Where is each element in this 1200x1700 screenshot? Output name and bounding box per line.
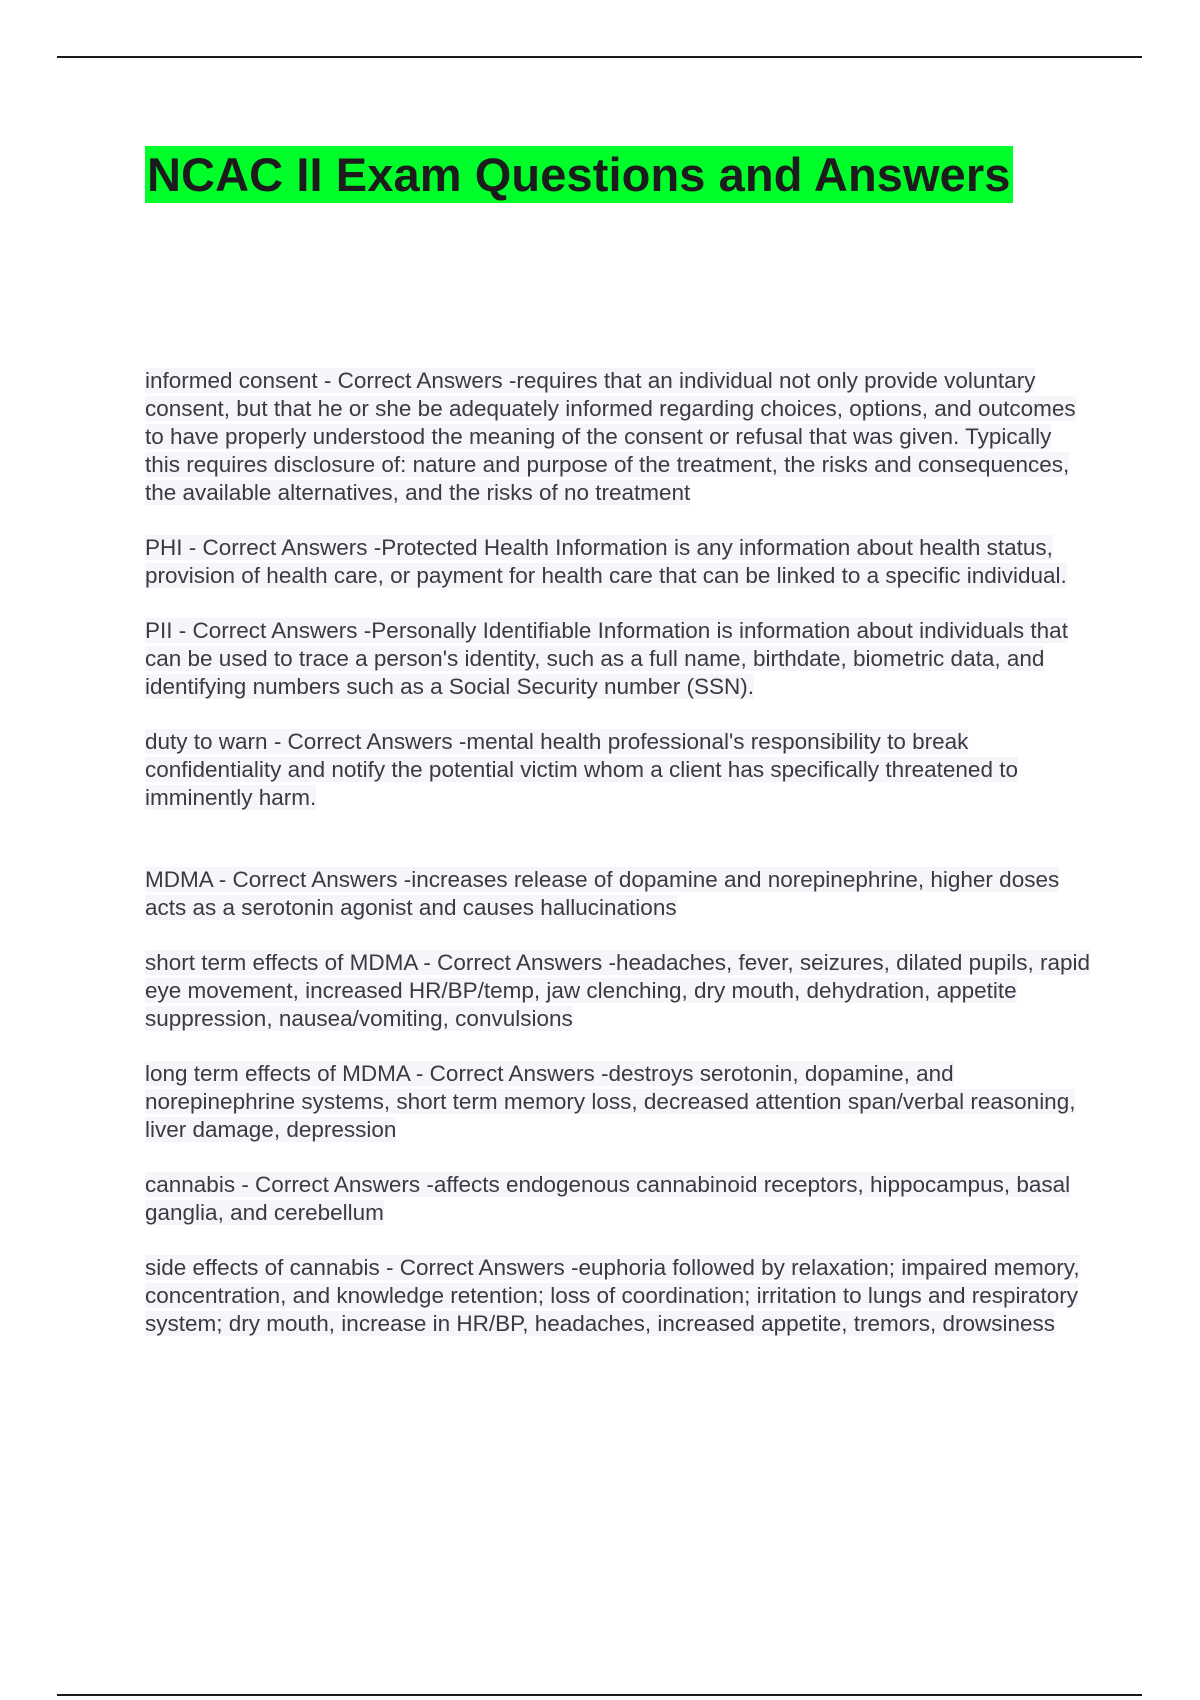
qa-list — [145, 367, 1090, 1365]
qa-entry — [145, 367, 1090, 507]
header-rule — [57, 56, 1142, 58]
qa-entry — [145, 1060, 1090, 1144]
qa-entry-text: long term effects of MDMA - Correct Answers -destroys serotonin, dopamine, and norepinephrine systems, short term memory loss, decreased attention span/verbal reasoning, liver damage, depression — [145, 1061, 1076, 1142]
qa-entry-text: side effects of cannabis - Correct Answers -euphoria followed by relaxation; impaired memory, concentration, and knowledge retention; loss of coordination; irritation to lungs and respiratory system; dry mouth, increase in HR/BP, headaches, increased appetite, tremors, drowsiness — [145, 1255, 1080, 1336]
qa-entry-text: MDMA - Correct Answers -increases release of dopamine and norepinephrine, higher doses acts as a serotonin agonist and causes hallucinations — [145, 867, 1060, 920]
qa-entry — [145, 949, 1090, 1033]
qa-entry-text: duty to warn - Correct Answers -mental health professional's responsibility to break confidentiality and notify the potential victim whom a client has specifically threatened to imminently harm. — [145, 729, 1018, 810]
qa-entry — [145, 1171, 1090, 1227]
qa-entry-text: cannabis - Correct Answers -affects endogenous cannabinoid receptors, hippocampus, basal ganglia, and cerebellum — [145, 1172, 1071, 1225]
qa-entry — [145, 617, 1090, 701]
qa-entry — [145, 728, 1090, 812]
page-title: NCAC II Exam Questions and Answers — [147, 148, 1011, 201]
qa-entry — [145, 534, 1090, 590]
footer-rule — [57, 1694, 1142, 1696]
qa-entry — [145, 866, 1090, 922]
qa-entry-text: PHI - Correct Answers -Protected Health Information is any information about health status, provision of health care, or payment for health care that can be linked to a specific individual. — [145, 535, 1067, 588]
qa-entry-text: informed consent - Correct Answers -requires that an individual not only provide voluntary consent, but that he or she be adequately informed regarding choices, options, and outcomes to have properly understood the meaning of the consent or refusal that was given. Typically this requires disclosure of: nature and purpose of the treatment, the risks and consequences, the available alternatives, and the risks of no treatment — [145, 368, 1076, 505]
qa-entry-text: short term effects of MDMA - Correct Answers -headaches, fever, seizures, dilated pupils, rapid eye movement, increased HR/BP/temp, jaw clenching, dry mouth, dehydration, appetite suppression, nausea/vomiting, convulsions — [145, 950, 1090, 1031]
qa-entry-text: PII - Correct Answers -Personally Identifiable Information is information about individuals that can be used to trace a person's identity, such as a full name, birthdate, biometric data, and identifying numbers such as a Social Security number (SSN). — [145, 618, 1068, 699]
qa-entry — [145, 1254, 1090, 1338]
